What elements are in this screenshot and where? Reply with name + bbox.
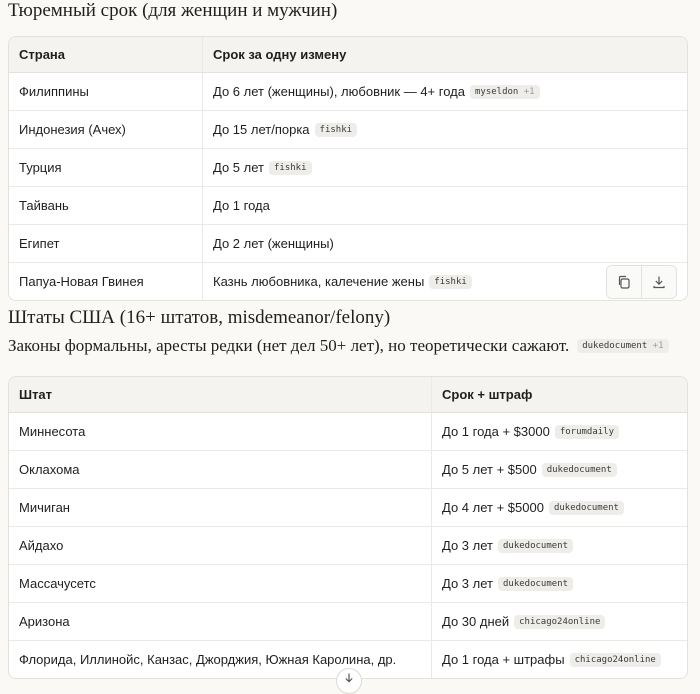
cell-country: Тайвань: [9, 187, 203, 225]
penalty-text: До 1 года + $3000: [442, 423, 550, 439]
cell-country: Филиппины: [9, 73, 203, 111]
table-row: [9, 263, 687, 300]
source-tag-extra: +1: [523, 87, 535, 98]
table-row: [9, 187, 687, 225]
term-text: До 5 лет: [213, 159, 264, 175]
cell-country: Папуа-Новая Гвинея: [9, 263, 203, 300]
table-us-states: [8, 376, 688, 679]
source-tag[interactable]: forumdaily: [555, 425, 619, 439]
cell-country: Индонезия (Ачех): [9, 111, 203, 149]
penalty-text: До 3 лет: [442, 575, 493, 591]
term-text: До 1 года: [213, 198, 270, 213]
paragraph: [8, 336, 669, 356]
copy-icon: [617, 275, 631, 289]
cell-term: [203, 149, 687, 187]
table-row: [9, 225, 687, 263]
table-prison-terms: [8, 36, 688, 301]
cell-penalty: [432, 603, 687, 641]
source-tag[interactable]: [470, 85, 540, 99]
source-tag[interactable]: fishki: [429, 275, 472, 289]
source-tag[interactable]: chicago24online: [514, 615, 605, 629]
arrow-down-icon: [343, 672, 355, 684]
cell-term: [203, 73, 687, 111]
term-text: Казнь любовника, калечение жены: [213, 273, 425, 289]
penalty-text: До 30 дней: [442, 613, 510, 629]
cell-state: Флорида, Иллинойс, Канзас, Джорджия, Южная Каролина, др.: [9, 641, 432, 678]
section-heading-usa: Штаты США (16+ штатов, misdemeanor/felony): [8, 307, 391, 328]
penalty-text: До 5 лет + $500: [442, 461, 537, 477]
source-tag[interactable]: [577, 339, 668, 353]
table-header-row: [9, 37, 687, 73]
cell-country: Турция: [9, 149, 203, 187]
table-row: [9, 149, 687, 187]
cell-penalty: [432, 451, 687, 489]
source-tag[interactable]: chicago24online: [570, 653, 661, 667]
source-tag[interactable]: dukedocument: [549, 501, 624, 515]
source-tag-label: dukedocument: [582, 341, 648, 351]
term-text: До 15 лет/порка: [213, 121, 310, 137]
table-row: [9, 111, 687, 149]
source-tag[interactable]: fishki: [315, 123, 358, 137]
cell-term: [203, 263, 687, 300]
cell-penalty: [432, 413, 687, 451]
scroll-down-button[interactable]: [336, 668, 362, 694]
penalty-text: До 1 года + штрафы: [442, 651, 565, 667]
source-tag-extra: +1: [652, 341, 664, 351]
column-header-term: Срок за одну измену: [203, 37, 687, 73]
cell-state: Оклахома: [9, 451, 432, 489]
penalty-text: До 4 лет + $5000: [442, 499, 544, 515]
table-row: [9, 565, 687, 603]
download-icon: [652, 275, 666, 289]
table-row: [9, 527, 687, 565]
cell-penalty: [432, 565, 687, 603]
term-text: До 6 лет (женщины), любовник — 4+ года: [213, 83, 465, 99]
penalty-text: До 3 лет: [442, 537, 493, 553]
table-row: [9, 603, 687, 641]
copy-button[interactable]: [607, 266, 641, 298]
column-header-penalty: Срок + штраф: [432, 377, 687, 413]
term-content: [213, 274, 472, 290]
cell-state: Миннесота: [9, 413, 432, 451]
cell-term: [203, 111, 687, 149]
cell-penalty: [432, 527, 687, 565]
source-tag[interactable]: dukedocument: [498, 539, 573, 553]
table-row: [9, 413, 687, 451]
source-tag[interactable]: dukedocument: [498, 577, 573, 591]
cell-term-flex: [213, 265, 677, 299]
cell-state: Айдахо: [9, 527, 432, 565]
paragraph-text: Законы формальны, аресты редки (нет дел 50+ лет), но теоретически сажают.: [8, 336, 570, 355]
cell-term: [203, 187, 687, 225]
cell-penalty: [432, 489, 687, 527]
cell-state: Аризона: [9, 603, 432, 641]
download-button[interactable]: [641, 266, 676, 298]
cell-term: [203, 225, 687, 263]
term-text: До 2 лет (женщины): [213, 236, 334, 251]
column-header-state: Штат: [9, 377, 432, 413]
source-tag[interactable]: dukedocument: [542, 463, 617, 477]
table-actions: [606, 265, 677, 299]
table-row: [9, 489, 687, 527]
table-row: [9, 451, 687, 489]
cell-state: Мичиган: [9, 489, 432, 527]
column-header-country: Страна: [9, 37, 203, 73]
section-heading-prison: Тюремный срок (для женщин и мужчин): [8, 0, 338, 21]
source-tag-label: myseldon: [474, 87, 519, 98]
cell-state: Массачусетс: [9, 565, 432, 603]
source-tag[interactable]: fishki: [269, 161, 312, 175]
cell-penalty: [432, 641, 687, 678]
table-row: [9, 73, 687, 111]
table-header-row: [9, 377, 687, 413]
cell-country: Египет: [9, 225, 203, 263]
